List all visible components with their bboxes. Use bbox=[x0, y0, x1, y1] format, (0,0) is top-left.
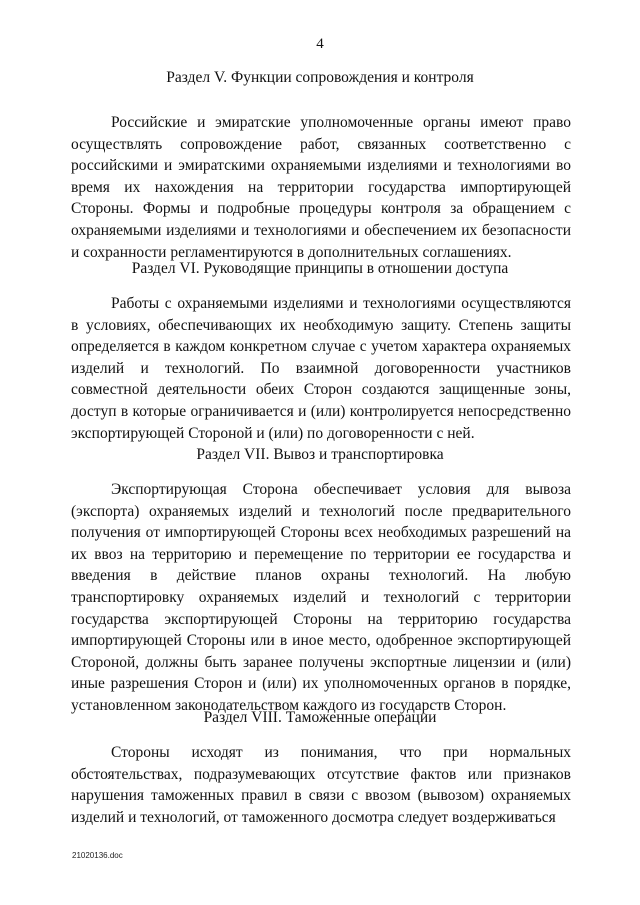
section-vi-paragraph: Работы с охраняемыми изделиями и технологиями осуществляются в условиях, обеспечивающих их необходимую защиту. Степень защиты определяется в каждом конкретном случае с учетом характера охраняемых изделий и технологий. По взаимной договоренности участников совместной деятельности обеих Сторон создаются защищенные зоны, доступ в которые ограничивается и (или) контролируется непосредственно экспортирующей Стороной и (или) по договоренности с ней. bbox=[71, 295, 571, 442]
section-viii-paragraph: Стороны исходят из понимания, что при нормальных обстоятельствах, подразумевающих отсутствие фактов или признаков нарушения таможенных правил в связи с ввозом (вывозом) охраняемых изделий и технологий, от таможенного досмотра следует воздерживаться bbox=[71, 744, 571, 826]
document-footer-filename: 21020136.doc bbox=[72, 851, 123, 860]
page-number: 4 bbox=[316, 36, 324, 52]
section-vii-paragraph: Экспортирующая Сторона обеспечивает условия для вывоза (экспорта) охраняемых изделий и технологий после предварительного получения от импортирующей Стороны всех необходимых разрешений на их ввоз на территорию и перемещение по территории ее государства и введения в действие планов охраны технологий. На любую транспортировку охраняемых изделий и технологий с территории государства экспортирующей Стороны на территорию государства импортирующей Стороны или в иное место, одобренное экспортирующей Стороной, должны быть заранее получены экспортные лицензии и (или) иные разрешения Сторон и (или) их уполномоченных органов в порядке, установленном законодательством каждого из государств Сторон. bbox=[71, 481, 571, 714]
section-viii-heading: Раздел VIII. Таможенные операции bbox=[203, 709, 437, 726]
section-vii-heading: Раздел VII. Вывоз и транспортировка bbox=[196, 446, 444, 463]
section-v-paragraph: Российские и эмиратские уполномоченные органы имеют право осуществлять сопровождение работ, связанных соответственно с российскими и эмиратскими охраняемыми изделиями и технологиями во время их нахождения на территории государства импортирующей Стороны. Формы и подробные процедуры контроля за обращением с охраняемыми изделиями и технологиями и обеспечением их безопасности и сохранности регламентируются в дополнительных соглашениях. bbox=[71, 114, 571, 261]
section-v-heading: Раздел V. Функции сопровождения и контроля bbox=[166, 69, 474, 86]
section-vi-heading: Раздел VI. Руководящие принципы в отношении доступа bbox=[131, 260, 509, 277]
